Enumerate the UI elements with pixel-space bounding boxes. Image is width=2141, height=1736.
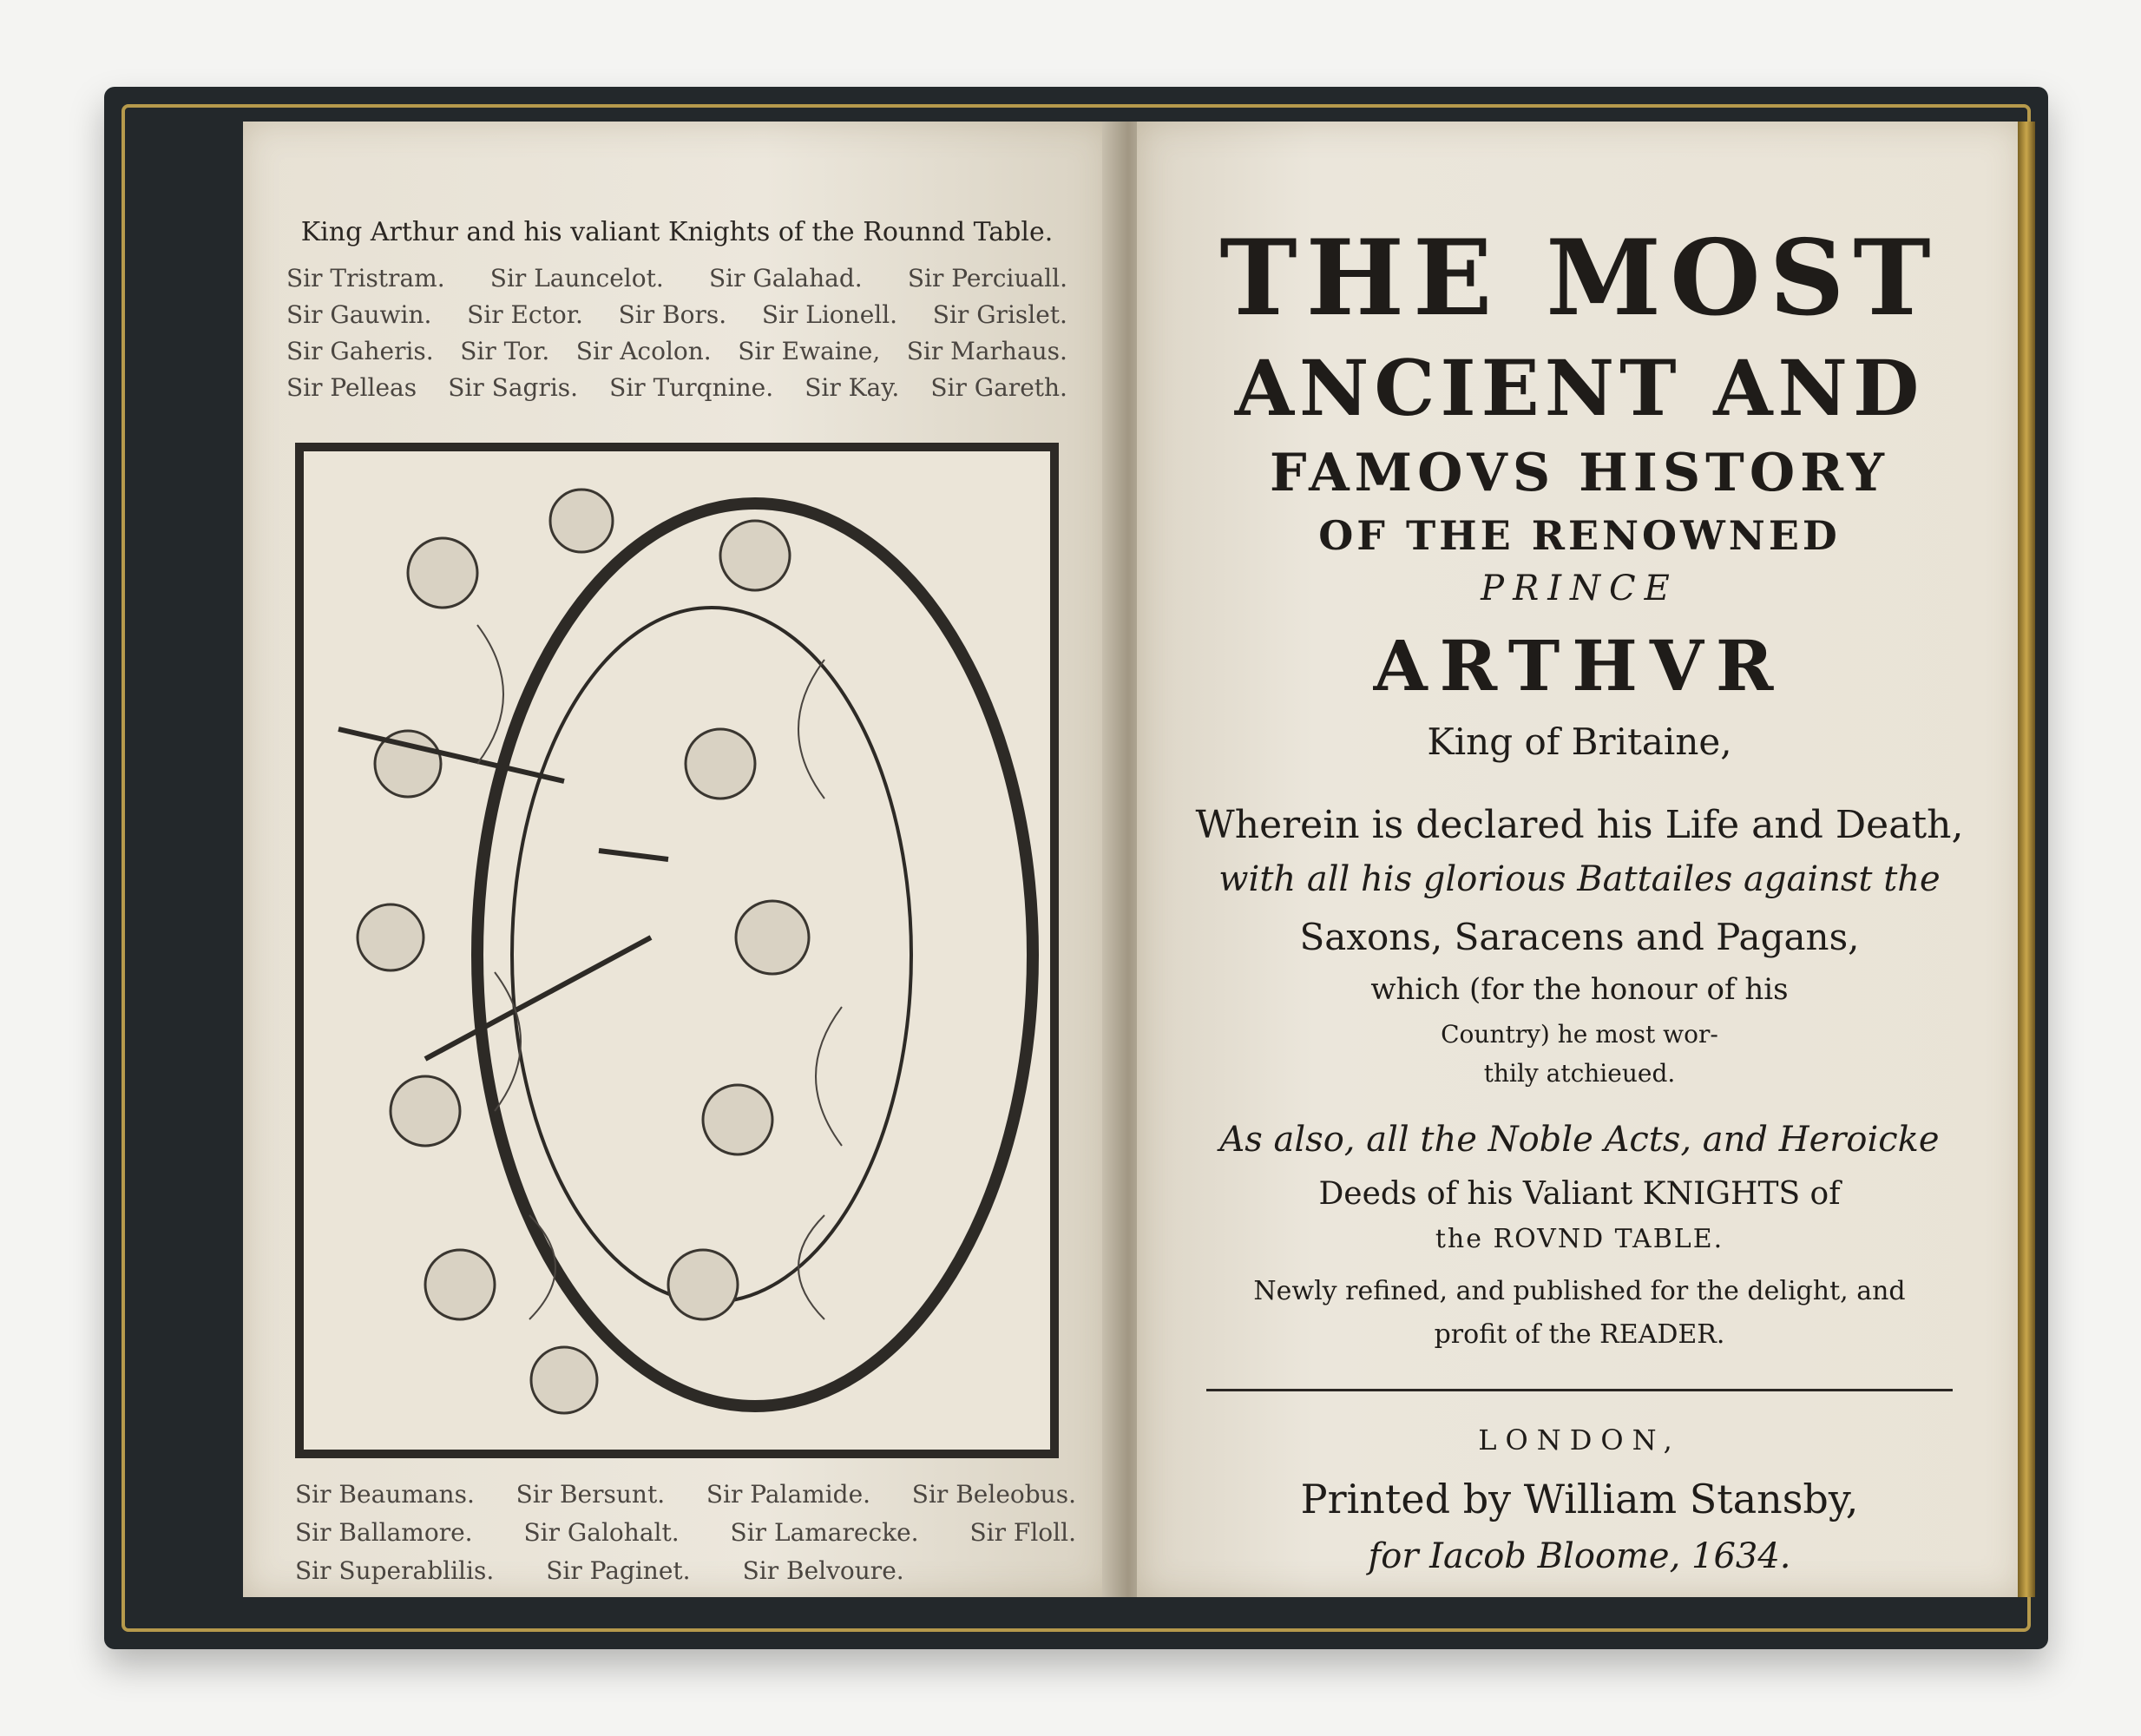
knights-row bbox=[286, 370, 1067, 406]
title-line: profit of the READER. bbox=[1434, 1319, 1725, 1350]
knight-name: Sir Gauwin. bbox=[286, 300, 432, 329]
left-page bbox=[243, 122, 1111, 1597]
divider-rule bbox=[1206, 1389, 1953, 1391]
title-line: Deeds of his Valiant KNIGHTS of bbox=[1318, 1176, 1841, 1212]
knight-name: Sir Pelleas bbox=[286, 373, 417, 402]
title-line: Wherein is declared his Life and Death, bbox=[1195, 803, 1964, 847]
title-line: King of Britaine, bbox=[1427, 720, 1732, 763]
title-line: OF THE RENOWNED bbox=[1318, 512, 1841, 559]
knight-name: Sir Tor. bbox=[460, 337, 550, 365]
knight-name: Sir Floll. bbox=[969, 1518, 1076, 1547]
woodcut-illustration bbox=[295, 443, 1059, 1458]
knight-name: Sir Beaumans. bbox=[295, 1480, 475, 1509]
title-line: ARTHVR bbox=[1373, 625, 1786, 707]
knight-name: Sir Bors. bbox=[618, 300, 727, 329]
title-line: thily atchieued. bbox=[1483, 1059, 1676, 1088]
imprint-publisher: for Iacob Bloome, 1634. bbox=[1368, 1536, 1791, 1576]
title-line: Country) he most wor- bbox=[1441, 1020, 1718, 1049]
imprint-city: LONDON, bbox=[1478, 1424, 1681, 1457]
title-page bbox=[1137, 122, 2022, 1597]
knight-name: Sir Kay. bbox=[805, 373, 900, 402]
knights-list-top bbox=[286, 260, 1067, 406]
title-line: As also, all the Noble Acts, and Heroicke bbox=[1219, 1120, 1940, 1160]
knight-name: Sir Superablilis. bbox=[295, 1556, 495, 1585]
knight-name: Sir Galohalt. bbox=[523, 1518, 680, 1547]
plate-header: King Arthur and his valiant Knights of the Rounnd Table. bbox=[300, 217, 1054, 247]
title-line: with all his glorious Battailes against the bbox=[1218, 859, 1941, 899]
title-line: ANCIENT AND bbox=[1234, 343, 1925, 433]
gilt-page-edge bbox=[2018, 122, 2035, 1597]
knight-name: Sir Lamarecke. bbox=[730, 1518, 919, 1547]
knight-name: Sir Ector. bbox=[467, 300, 583, 329]
knight-name: Sir Beleobus. bbox=[911, 1480, 1076, 1509]
knight-name: Sir Gareth. bbox=[930, 373, 1067, 402]
title-line: Saxons, Saracens and Pagans, bbox=[1299, 916, 1860, 958]
knight-name: Sir Turqnine. bbox=[609, 373, 774, 402]
knight-name: Sir Gaheris. bbox=[286, 337, 434, 365]
knight-name: Sir Lionell. bbox=[761, 300, 898, 329]
knights-row bbox=[295, 1476, 1076, 1514]
open-book bbox=[104, 87, 2048, 1649]
knight-name: Sir Perciuall. bbox=[907, 264, 1067, 293]
knight-name: Sir Palamide. bbox=[706, 1480, 871, 1509]
imprint-printer: Printed by William Stansby, bbox=[1300, 1476, 1859, 1522]
knights-row bbox=[295, 1552, 1076, 1590]
title-line: FAMOVS HISTORY bbox=[1270, 443, 1889, 503]
knight-name: Sir Launcelot. bbox=[489, 264, 664, 293]
knights-row bbox=[295, 1514, 1076, 1552]
round-table-woodcut bbox=[304, 451, 1050, 1450]
knights-row bbox=[286, 260, 1067, 297]
knights-row bbox=[286, 297, 1067, 333]
knights-list-bottom bbox=[295, 1476, 1076, 1590]
knights-row bbox=[286, 333, 1067, 370]
knight-name: Sir Grislet. bbox=[932, 300, 1067, 329]
knight-name: Sir Sagris. bbox=[448, 373, 579, 402]
knight-name: Sir Belvoure. bbox=[742, 1556, 904, 1585]
title-line: PRINCE bbox=[1481, 569, 1678, 608]
knight-name: Sir Marhaus. bbox=[906, 337, 1067, 365]
knight-name: Sir Tristram. bbox=[286, 264, 445, 293]
title-line: which (for the honour of his bbox=[1370, 972, 1789, 1007]
knight-name: Sir Paginet. bbox=[546, 1556, 691, 1585]
title-line: THE MOST bbox=[1219, 217, 1940, 339]
knight-name: Sir Bersunt. bbox=[516, 1480, 666, 1509]
knight-name: Sir Ballamore. bbox=[295, 1518, 473, 1547]
knight-name: Sir Galahad. bbox=[708, 264, 863, 293]
title-line: Newly refined, and published for the delight, and bbox=[1253, 1276, 1906, 1306]
knight-name: Sir Acolon. bbox=[575, 337, 712, 365]
knight-name: Sir Ewaine, bbox=[738, 337, 881, 365]
title-line: the ROVND TABLE. bbox=[1435, 1224, 1724, 1254]
